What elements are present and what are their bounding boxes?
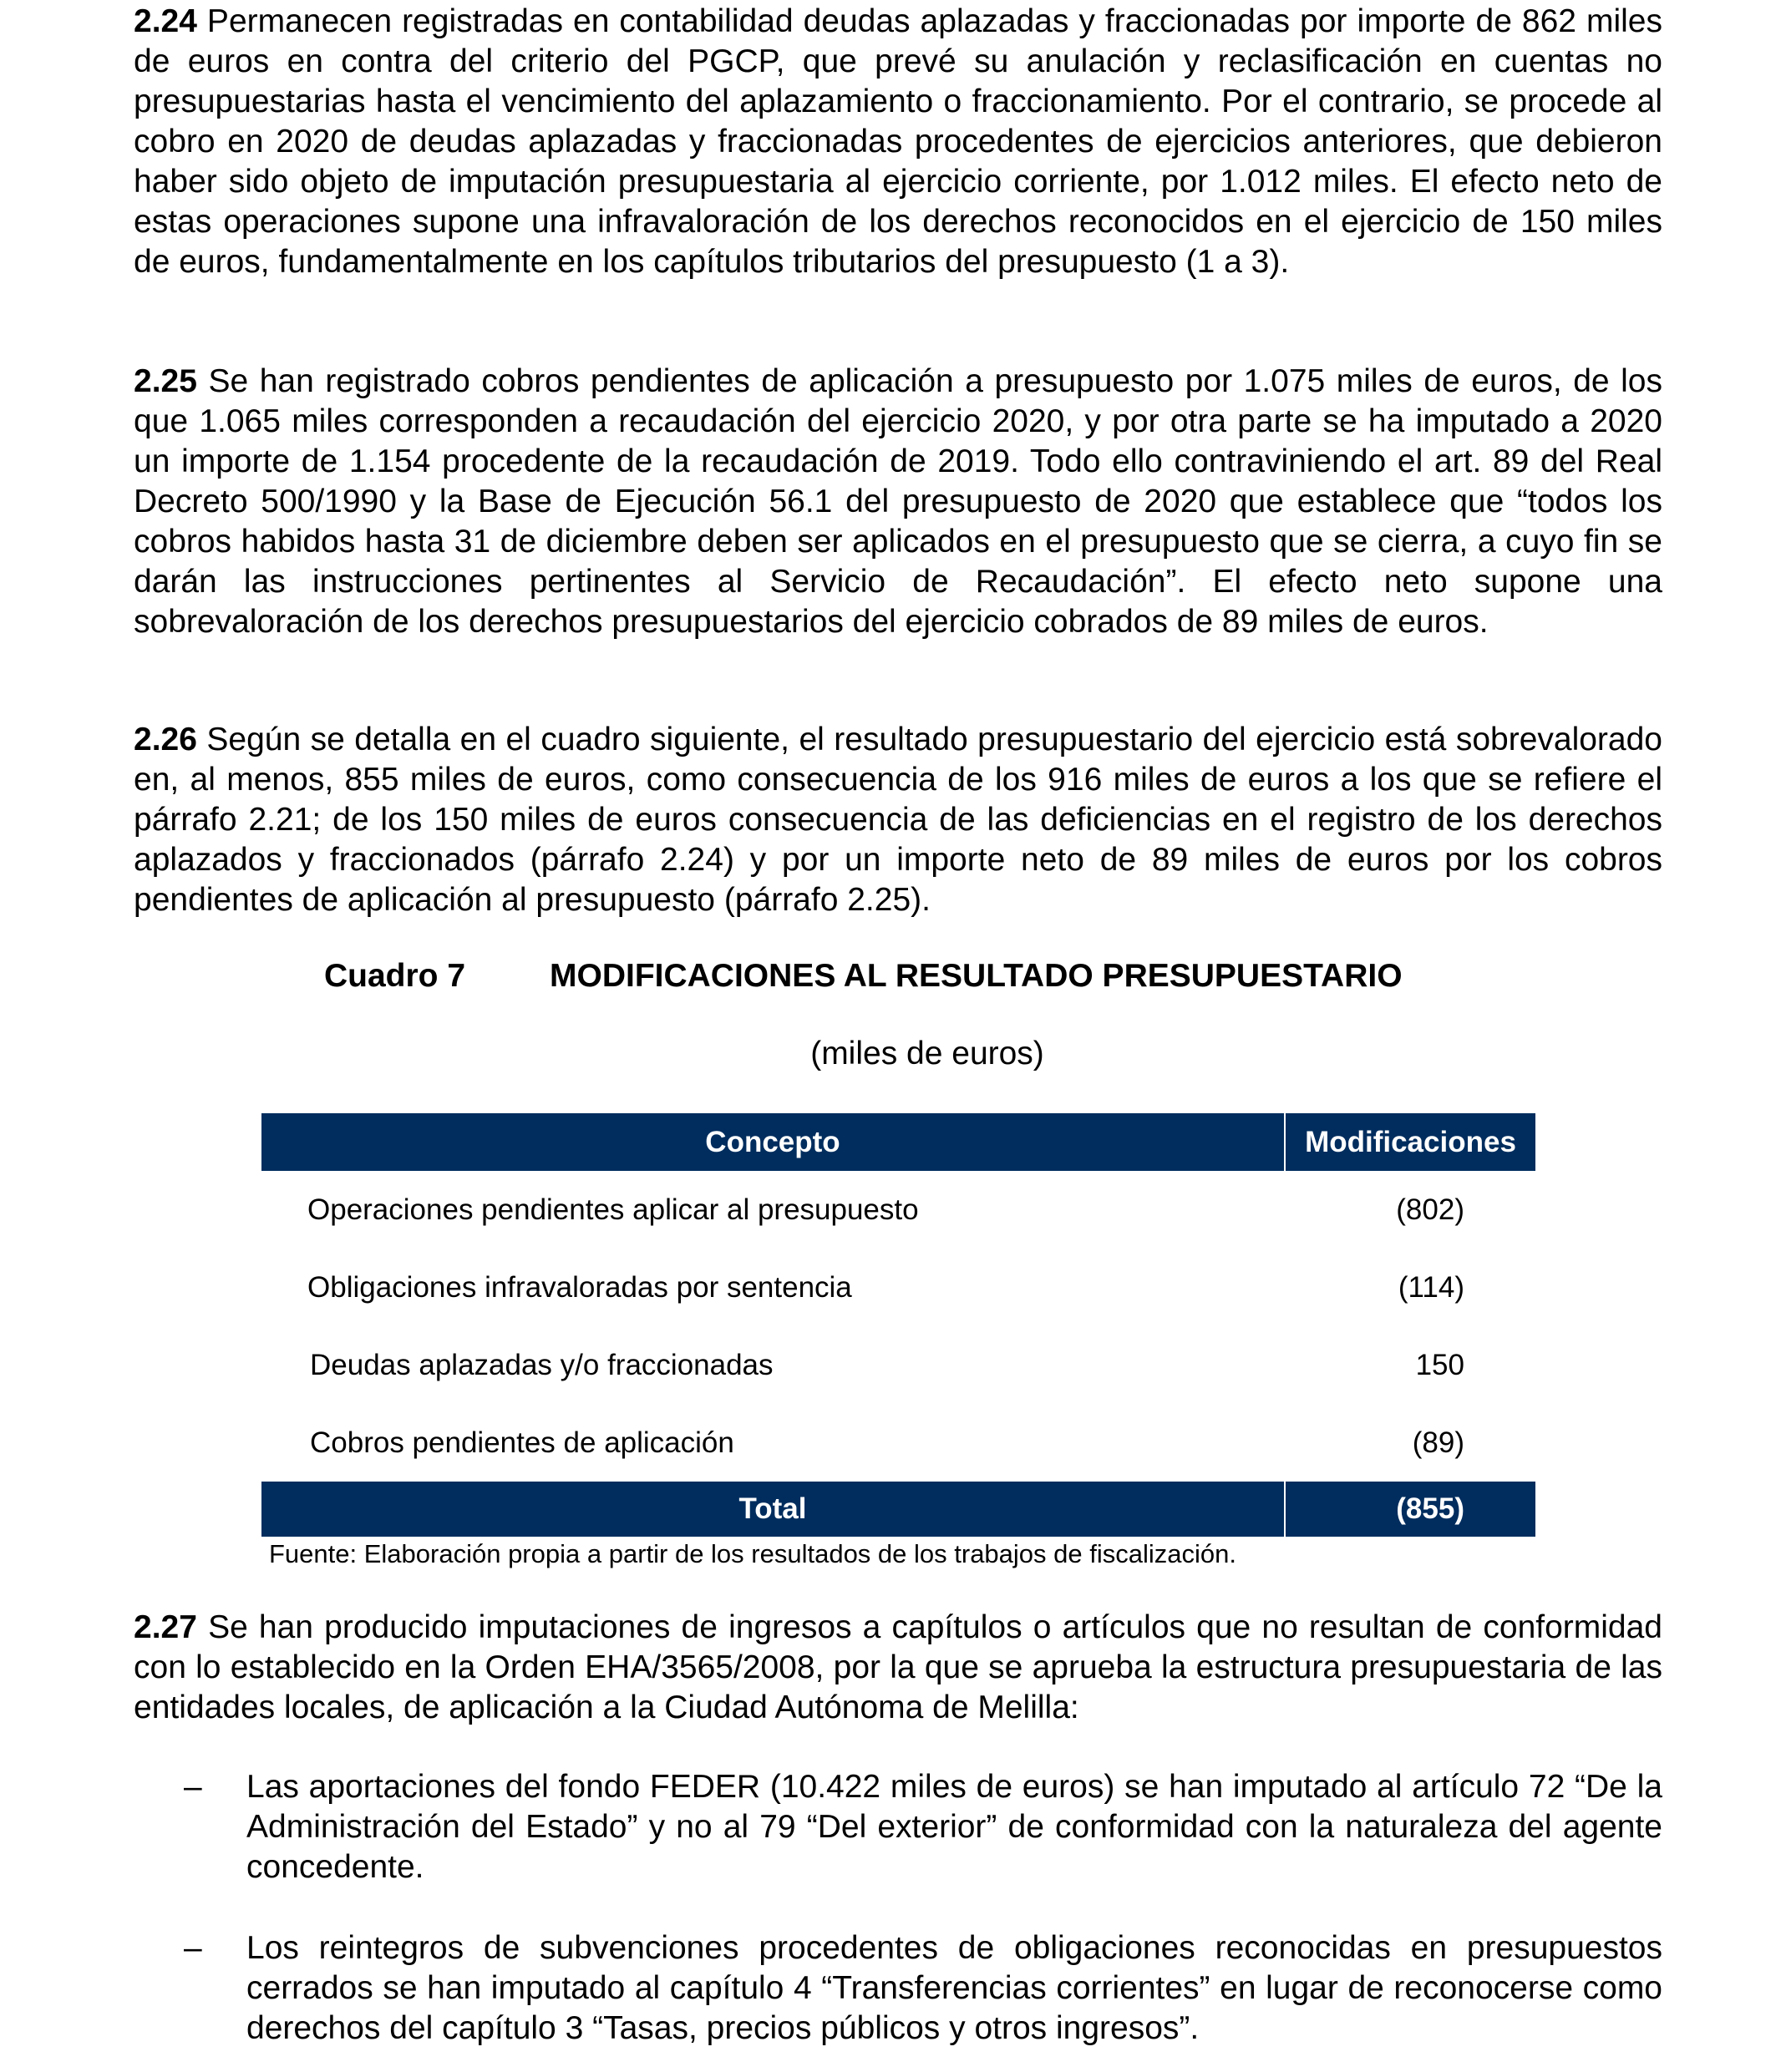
table-source-note: Fuente: Elaboración propia a partir de los resultados de los trabajos de fiscalización. <box>269 1539 1236 1568</box>
paragraph-2-25 <box>134 362 1662 642</box>
paragraph-2-24 <box>134 2 1662 282</box>
row-concept: Obligaciones infravaloradas por sentencia <box>307 1270 852 1304</box>
table-total-row <box>261 1482 1535 1537</box>
bullet-text: Las aportaciones del fondo FEDER (10.422 miles de euros) se han imputado al artículo 72 “De la Administración del Estado” y no al 79 “Del exterior” de conformidad con la naturaleza del agente concedente. <box>246 1769 1662 1885</box>
paragraph-number: 2.25 <box>134 363 197 399</box>
bullet-item <box>184 1767 1662 1887</box>
total-label: Total <box>261 1482 1285 1537</box>
paragraph-2-27 <box>134 1608 1662 1728</box>
paragraph-text: Se han producido imputaciones de ingresos a capítulos o artículos que no resultan de conformidad con lo establecido en la Orden EHA/3565/2008, por la que se aprueba la estructura presupuestaria de las entidades locales, de aplicación a la Ciudad Autónoma de Melilla: <box>134 1609 1662 1725</box>
header-concept: Concepto <box>261 1113 1285 1171</box>
paragraph-number: 2.24 <box>134 3 197 39</box>
row-value: (802) <box>1396 1193 1464 1226</box>
row-concept: Deudas aplazadas y/o fraccionadas <box>310 1348 774 1381</box>
row-concept: Operaciones pendientes aplicar al presupuesto <box>307 1193 919 1226</box>
paragraph-number: 2.26 <box>134 722 197 757</box>
header-modifications: Modificaciones <box>1285 1113 1535 1171</box>
bullet-dash: – <box>184 1769 202 1805</box>
table-header-row <box>261 1113 1535 1171</box>
table-caption-title: MODIFICACIONES AL RESULTADO PRESUPUESTARIO <box>550 958 1403 994</box>
row-value: (89) <box>1412 1426 1464 1459</box>
row-value: 150 <box>1415 1348 1464 1381</box>
bullet-dash: – <box>184 1930 202 1966</box>
table-row <box>261 1326 1535 1404</box>
table-row <box>261 1249 1535 1326</box>
paragraph-text: Según se detalla en el cuadro siguiente, el resultado presupuestario del ejercicio está sobrevalorado en, al menos, 855 miles de euros, como consecuencia de los 916 miles de euros a los que se refiere el párrafo 2.21; de los 150 miles de euros consecuencia de las deficiencias en el registro de los derechos aplazados y fraccionados (párrafo 2.24) y por un importe neto de 89 miles de euros por los cobros pendientes de aplicación al presupuesto (párrafo 2.25). <box>134 722 1662 918</box>
modifications-table <box>261 1113 1535 1537</box>
bullet-text: Los reintegros de subvenciones procedentes de obligaciones reconocidas en presupuestos cerrados se han imputado al capítulo 4 “Transferencias corrientes” en lugar de reconocerse como derechos del capítulo 3 “Tasas, precios públicos y otros ingresos”. <box>246 1930 1662 2046</box>
table-caption-number: Cuadro 7 <box>324 958 466 994</box>
paragraph-text: Se han registrado cobros pendientes de aplicación a presupuesto por 1.075 miles de euros, de los que 1.065 miles corresponden a recaudación del ejercicio 2020, y por otra parte se ha imputado a 2020 un importe de 1.154 procedente de la recaudación de 2019. Todo ello contraviniendo el art. 89 del Real Decreto 500/1990 y la Base de Ejecución 56.1 del presupuesto de 2020 que establece que “todos los cobros habidos hasta 31 de diciembre deben ser aplicados en el presupuesto que se cierra, a cuyo fin se darán las instrucciones pertinentes al Servicio de Recaudación”. El efecto neto supone una sobrevaloración de los derechos presupuestarios del ejercicio cobrados de 89 miles de euros. <box>134 363 1662 640</box>
table-row <box>261 1404 1535 1482</box>
paragraph-text: Permanecen registradas en contabilidad deudas aplazadas y fraccionadas por importe de 862 miles de euros en contra del criterio del PGCP, que prevé su anulación y reclasificación en cuentas no presupuestarias hasta el vencimiento del aplazamiento o fraccionamiento. Por el contrario, se procede al cobro en 2020 de deudas aplazadas y fraccionadas procedentes de ejercicios anteriores, que debieron haber sido objeto de imputación presupuestaria al ejercicio corriente, por 1.012 miles. El efecto neto de estas operaciones supone una infravaloración de los derechos reconocidos en el ejercicio de 150 miles de euros, fundamentalmente en los capítulos tributarios del presupuesto (1 a 3). <box>134 3 1662 280</box>
row-value: (114) <box>1398 1270 1464 1304</box>
total-value: (855) <box>1285 1482 1535 1537</box>
paragraph-2-26 <box>134 720 1662 920</box>
bullet-item <box>184 1928 1662 2049</box>
paragraph-number: 2.27 <box>134 1609 197 1645</box>
table-row <box>261 1171 1535 1249</box>
table-units: (miles de euros) <box>810 1036 1044 1071</box>
row-concept: Cobros pendientes de aplicación <box>310 1426 734 1459</box>
